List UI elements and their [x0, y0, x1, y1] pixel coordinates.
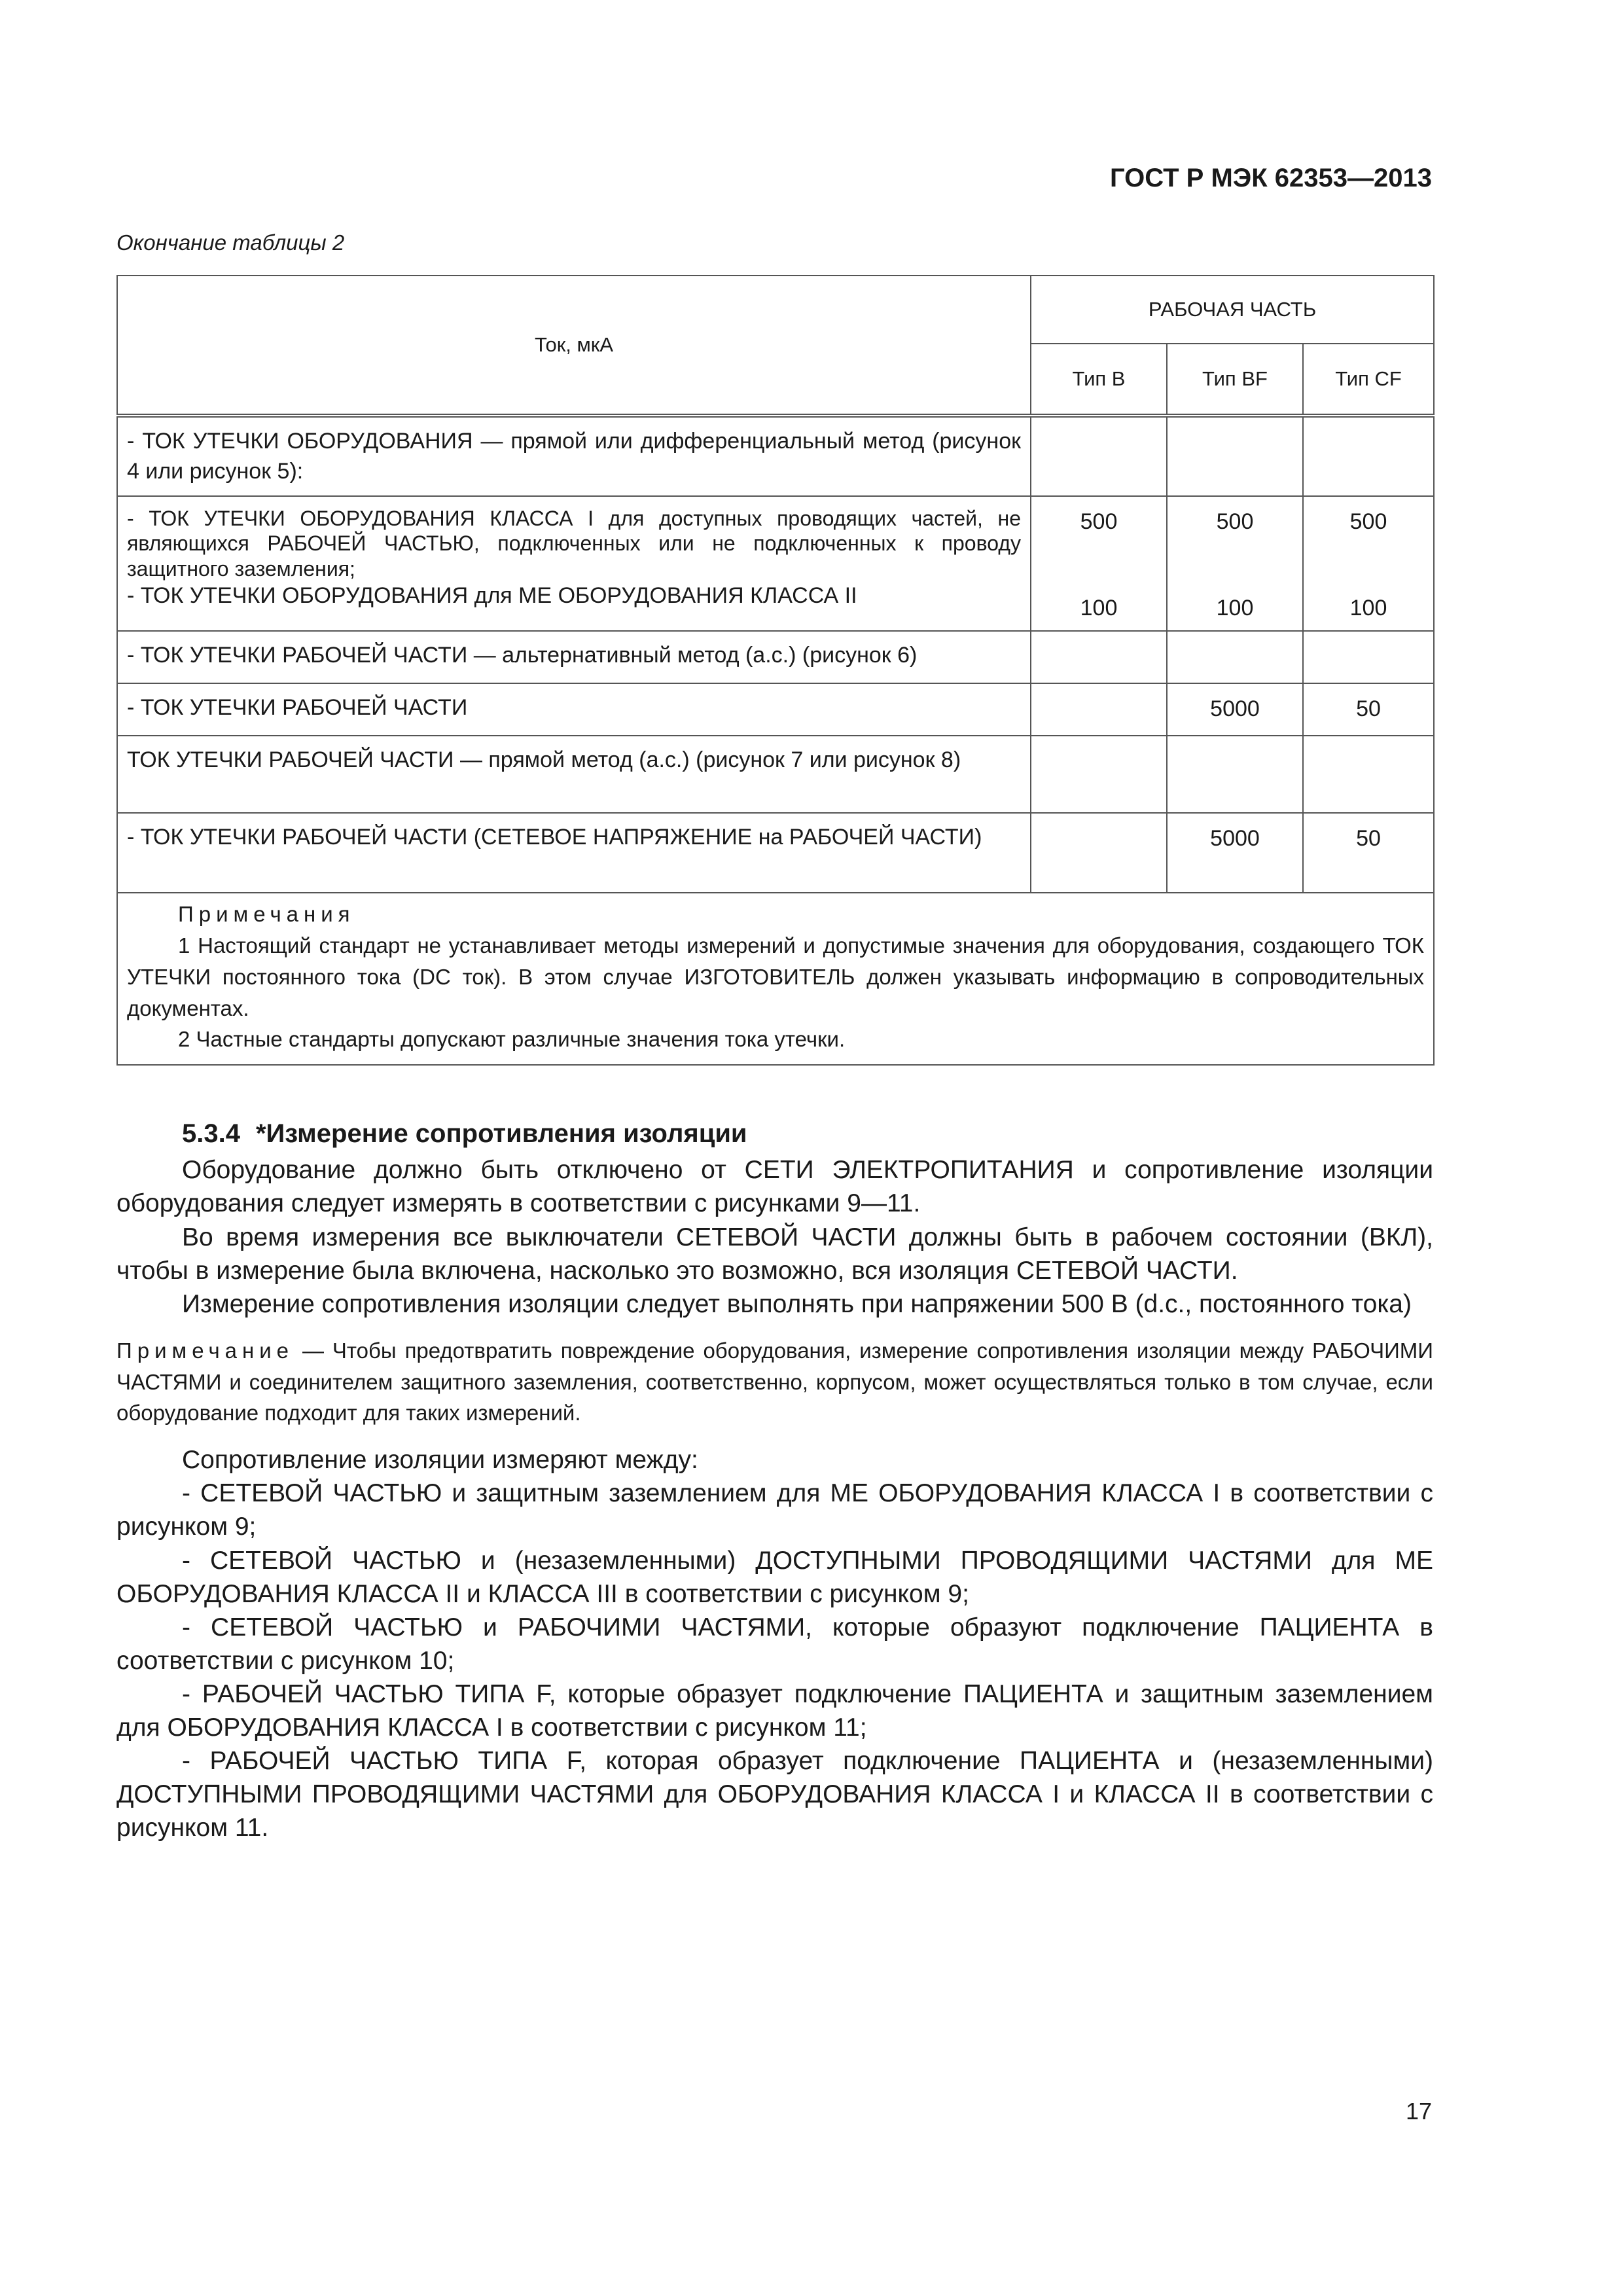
row-description: ТОК УТЕЧКИ РАБОЧЕЙ ЧАСТИ — прямой метод (a.c.) (рисунок 7 или рисунок 8)	[117, 736, 1031, 813]
measurement-list	[116, 1477, 1433, 1844]
paragraph: Сопротивление изоляции измеряют между:	[182, 1446, 698, 1475]
cell-type-b	[1031, 683, 1167, 736]
table-row	[117, 631, 1434, 683]
cell-type-cf: 50	[1303, 813, 1434, 893]
value-class-2: 100	[1216, 595, 1254, 620]
cell-type-b	[1031, 416, 1167, 496]
value-class-1: 500	[1080, 509, 1118, 535]
value-class-2: 100	[1080, 595, 1118, 620]
row-description	[117, 496, 1031, 631]
note-2: 2 Частные стандарты допускают различные значения тока утечки.	[178, 1027, 846, 1052]
section-title: *Измерение сопротивления изоляции	[255, 1119, 747, 1148]
document-header: ГОСТ Р МЭК 62353—2013	[1109, 164, 1432, 192]
row-description: - ТОК УТЕЧКИ РАБОЧЕЙ ЧАСТИ — альтернативный метод (a.c.) (рисунок 6)	[117, 631, 1031, 683]
cell-type-bf: 5000	[1167, 813, 1303, 893]
section-5-3-4	[116, 1117, 1433, 1844]
header-type-bf: Тип BF	[1167, 344, 1303, 416]
cell-type-bf	[1167, 416, 1303, 496]
list-item: - СЕТЕВОЙ ЧАСТЬЮ и защитным заземлением для МЕ ОБОРУДОВАНИЯ КЛАССА I в соответствии с рисунком 9;	[116, 1479, 1433, 1541]
value-class-2: 100	[1349, 595, 1387, 620]
cell-type-b	[1031, 813, 1167, 893]
row-description-line: - ТОК УТЕЧКИ ОБОРУДОВАНИЯ КЛАССА I для доступных проводящих частей, не являющихся РАБОЧЕЙ ЧАСТЬЮ, подключенных или не подключенных к проводу защитного заземления;	[127, 507, 1021, 581]
table-row	[117, 813, 1434, 893]
table-row	[117, 416, 1434, 496]
cell-type-bf	[1167, 496, 1303, 631]
cell-type-cf	[1303, 496, 1434, 631]
section-number: 5.3.4	[182, 1119, 240, 1148]
list-item: - СЕТЕВОЙ ЧАСТЬЮ и (незаземленными) ДОСТУПНЫМИ ПРОВОДЯЩИМИ ЧАСТЯМИ для МЕ ОБОРУДОВАНИЯ КЛАССА II и КЛАССА III в соответствии с рисунком 9;	[116, 1546, 1433, 1608]
table-caption: Окончание таблицы 2	[116, 230, 345, 255]
paragraph: Измерение сопротивления изоляции следует выполнять при напряжении 500 В (d.c., постоянного тока)	[182, 1289, 1412, 1318]
header-current-label: Ток, мкА	[117, 276, 1031, 416]
cell-type-bf	[1167, 736, 1303, 813]
table-row	[117, 736, 1434, 813]
header-working-part: РАБОЧАЯ ЧАСТЬ	[1031, 276, 1434, 344]
value-class-1: 500	[1349, 509, 1387, 535]
cell-type-bf: 5000	[1167, 683, 1303, 736]
list-item: - СЕТЕВОЙ ЧАСТЬЮ и РАБОЧИМИ ЧАСТЯМИ, которые образуют подключение ПАЦИЕНТА в соответствии с рисунком 10;	[116, 1613, 1433, 1675]
cell-type-cf	[1303, 416, 1434, 496]
row-description: - ТОК УТЕЧКИ РАБОЧЕЙ ЧАСТИ	[117, 683, 1031, 736]
cell-type-b	[1031, 736, 1167, 813]
page-number: 17	[1405, 2098, 1432, 2125]
row-description: - ТОК УТЕЧКИ ОБОРУДОВАНИЯ — прямой или дифференциальный метод (рисунок 4 или рисунок 5):	[117, 416, 1031, 496]
row-description: - ТОК УТЕЧКИ РАБОЧЕЙ ЧАСТИ (СЕТЕВОЕ НАПРЯЖЕНИЕ на РАБОЧЕЙ ЧАСТИ)	[117, 813, 1031, 893]
row-description-line: - ТОК УТЕЧКИ ОБОРУДОВАНИЯ для МЕ ОБОРУДОВАНИЯ КЛАССА II	[127, 583, 857, 609]
list-item: - РАБОЧЕЙ ЧАСТЬЮ ТИПА F, которая образует подключение ПАЦИЕНТА и (незаземленными) ДОСТУПНЫМИ ПРОВОДЯЩИМИ ЧАСТЯМИ для ОБОРУДОВАНИЯ КЛАССА I и КЛАССА II в соответствии с рисунком 11.	[116, 1747, 1433, 1842]
note-text: — Чтобы предотвратить повреждение оборудования, измерение сопротивления изоляции между РАБОЧИМИ ЧАСТЯМИ и соединителем защитного заземления, соответственно, корпусом, может осуществляться только в том случае, если оборудование подходит для таких измерений.	[116, 1338, 1433, 1426]
paragraph: Во время измерения все выключатели СЕТЕВОЙ ЧАСТИ должны быть в рабочем состоянии (ВКЛ), чтобы в измерение была включена, насколько это возможно, вся изоляция СЕТЕВОЙ ЧАСТИ.	[116, 1223, 1433, 1285]
list-item: - РАБОЧЕЙ ЧАСТЬЮ ТИПА F, которые образует подключение ПАЦИЕНТА и защитным заземлением для ОБОРУДОВАНИЯ КЛАССА I в соответствии с рисунком 11;	[116, 1679, 1433, 1742]
section-heading	[116, 1117, 1433, 1151]
note-1: 1 Настоящий стандарт не устанавливает методы измерений и допустимые значения для оборудования, создающего ТОК УТЕЧКИ постоянного тока (DC ток). В этом случае ИЗГОТОВИТЕЛЬ должен указывать информацию в сопроводительных документах.	[127, 933, 1425, 1020]
leakage-current-table	[116, 275, 1435, 1066]
cell-type-cf	[1303, 631, 1434, 683]
notes-title: Примечания	[178, 902, 355, 927]
header-type-cf: Тип CF	[1303, 344, 1434, 416]
section-note	[116, 1335, 1433, 1429]
cell-type-b	[1031, 496, 1167, 631]
table-row	[117, 683, 1434, 736]
note-label: Примечание	[116, 1338, 294, 1363]
header-type-b: Тип B	[1031, 344, 1167, 416]
table-row	[117, 496, 1434, 631]
cell-type-cf	[1303, 736, 1434, 813]
table-notes	[117, 893, 1434, 1065]
cell-type-cf: 50	[1303, 683, 1434, 736]
value-class-1: 500	[1216, 509, 1254, 535]
cell-type-b	[1031, 631, 1167, 683]
table-notes-row	[117, 893, 1434, 1065]
paragraph: Оборудование должно быть отключено от СЕТИ ЭЛЕКТРОПИТАНИЯ и сопротивление изоляции оборудования следует измерять в соответствии с рисунками 9—11.	[116, 1156, 1433, 1218]
cell-type-bf	[1167, 631, 1303, 683]
